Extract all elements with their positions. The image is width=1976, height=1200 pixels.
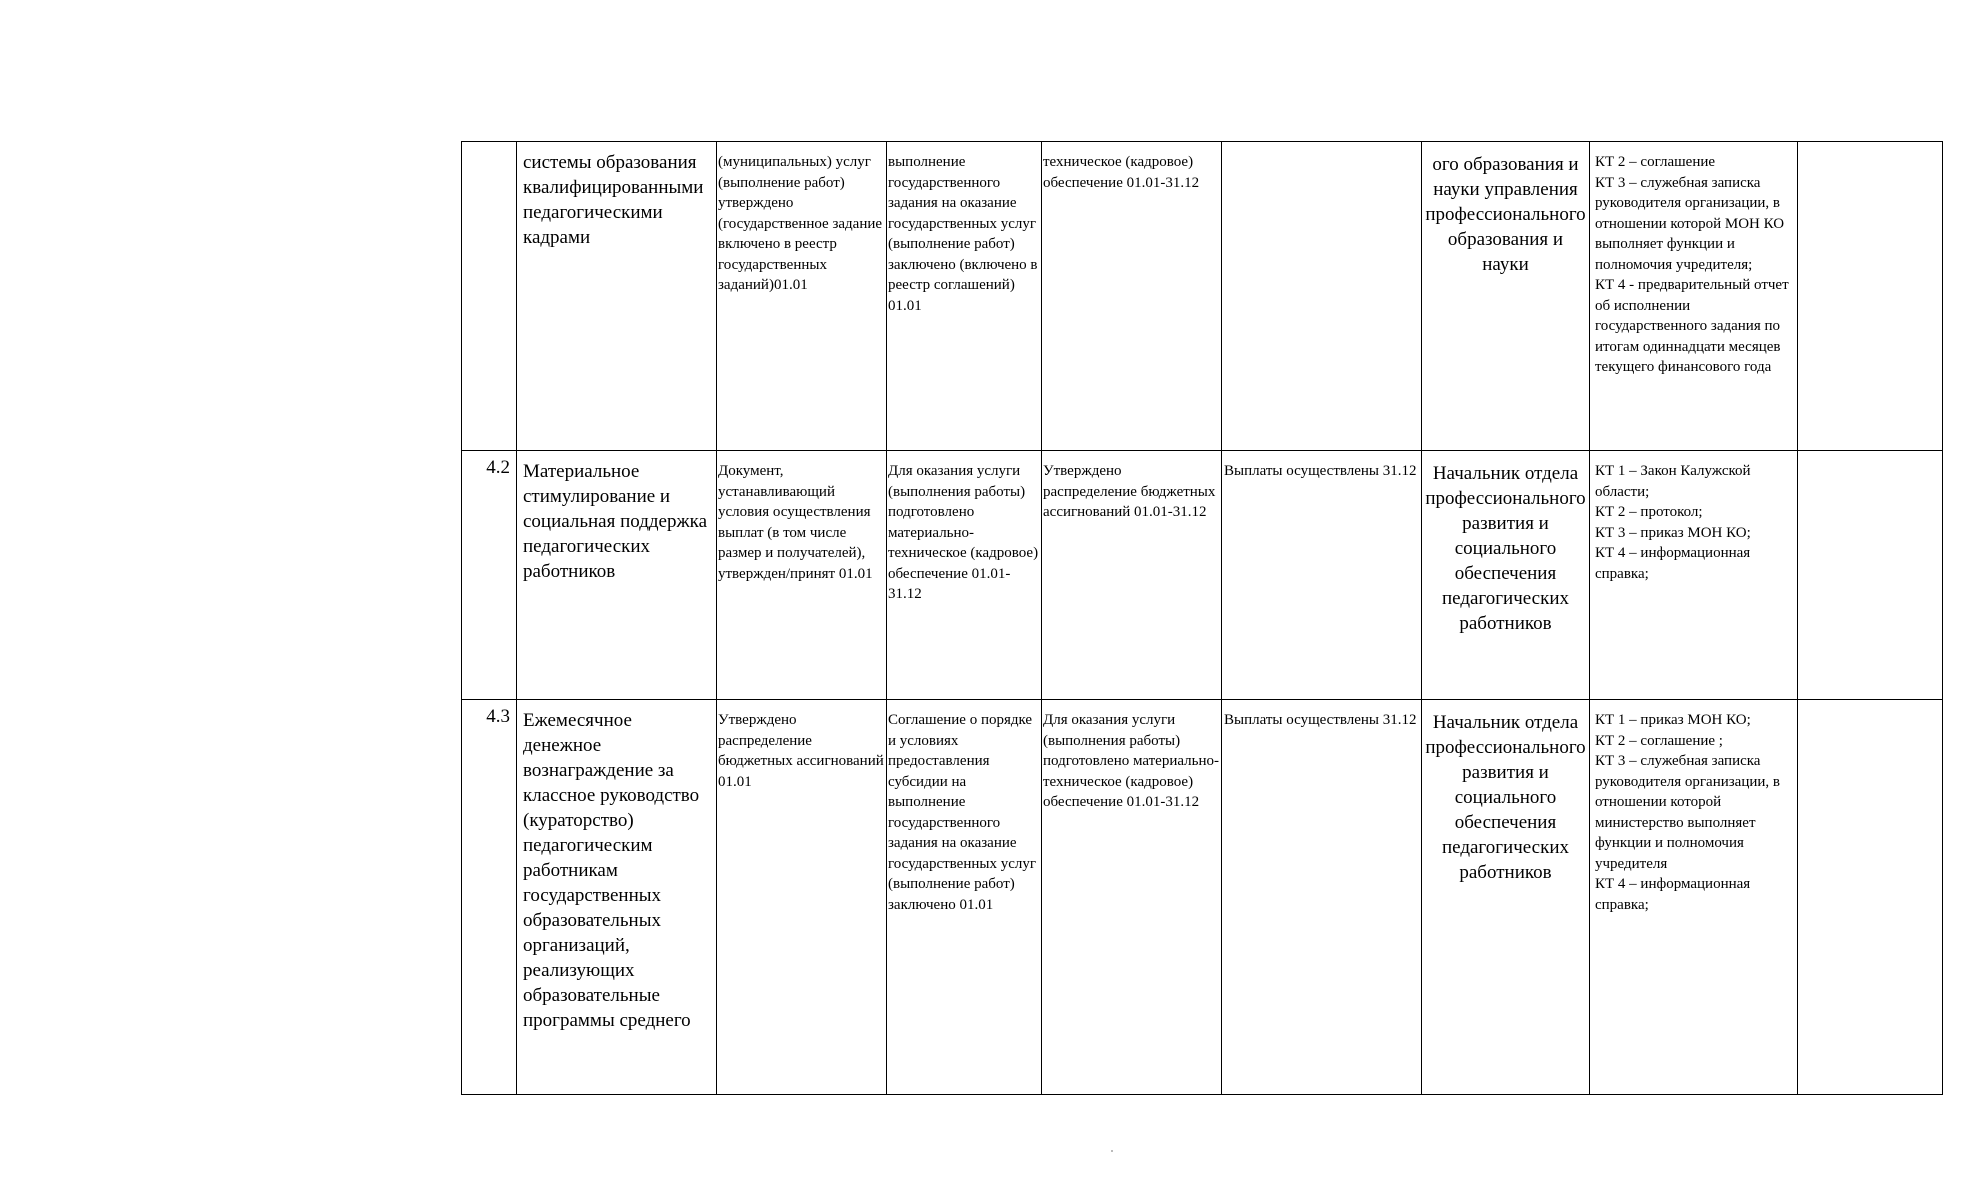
responsible-person: Начальник отдела профессионального развития и социального обеспечения педагогических работников [1422,700,1590,1095]
empty-cell [1798,451,1943,700]
kt-item: КТ 2 – протокол; [1595,504,1703,520]
control-point-3: техническое (кадровое) обеспечение 01.01-31.12 [1042,142,1222,451]
control-point-1: Документ, устанавливающий условия осуществления выплат (в том числе размер и получателей), утвержден/принят 01.01 [717,451,887,700]
row-number: 4.2 [462,451,517,700]
kt-item: КТ 4 – информационная справка; [1595,545,1751,582]
table-row [462,142,1943,451]
event-name: Материальное стимулирование и социальная поддержка педагогических работников [517,451,717,700]
kt-item: КТ 2 – соглашение ; [1595,732,1723,749]
control-documents [1590,700,1798,1095]
control-documents [1590,451,1798,700]
kt-item: КТ 3 – приказ МОН КО; [1595,524,1751,541]
document-table [461,141,1943,1095]
kt-item: КТ 2 – соглашение [1595,154,1716,170]
control-point-2: выполнение государственного задания на оказание государственных услуг (выполнение работ) заключено (включено в реестр соглашений) 01.01 [887,142,1042,451]
table-row [462,451,1943,700]
kt-item: КТ 4 - предварительный отчет об исполнении государственного задания по итогам одиннадцати месяцев текущего финансового года [1595,277,1789,375]
table-row [462,700,1943,1095]
responsible-person: Начальник отдела профессионального развития и социального обеспечения педагогических работников [1422,451,1590,700]
control-point-4: Выплаты осуществлены 31.12 [1222,451,1422,700]
responsible-person: ого образования и науки управления профессионального образования и науки [1422,142,1590,451]
kt-item: КТ 1 – приказ МОН КО; [1595,712,1751,728]
empty-cell [1798,700,1943,1095]
row-number [462,142,517,451]
control-point-1: Утверждено распределение бюджетных ассигнований 01.01 [717,700,887,1095]
empty-cell [1798,142,1943,451]
scan-speck [1111,1150,1113,1152]
control-point-3: Утверждено распределение бюджетных ассигнований 01.01-31.12 [1042,451,1222,700]
control-point-2: Соглашение о порядке и условиях предоставления субсидии на выполнение государственного задания на оказание государственных услуг (выполнение работ) заключено 01.01 [887,700,1042,1095]
control-point-4 [1222,142,1422,451]
kt-item: КТ 1 – Закон Калужской области; [1595,463,1751,500]
event-name: Ежемесячное денежное вознаграждение за классное руководство (кураторство) педагогическим работникам государственных образовательных организаций, реализующих образовательные программы среднего [517,700,717,1095]
row-number: 4.3 [462,700,517,1095]
control-point-2: Для оказания услуги (выполнения работы) подготовлено материально-техническое (кадровое) обеспечение 01.01-31.12 [887,451,1042,700]
event-name: системы образования квалифицированными педагогическими кадрами [517,142,717,451]
control-documents [1590,142,1798,451]
control-point-4: Выплаты осуществлены 31.12 [1222,700,1422,1095]
kt-item: КТ 4 – информационная справка; [1595,876,1751,913]
control-point-3: Для оказания услуги (выполнения работы) подготовлено материально-техническое (кадровое) обеспечение 01.01-31.12 [1042,700,1222,1095]
control-point-1: (муниципальных) услуг (выполнение работ) утверждено (государственное задание включено в реестр государственных заданий)01.01 [717,142,887,451]
kt-item: КТ 3 – служебная записка руководителя организации, в отношении которой МОН КО выполняет функции и полномочия учредителя; [1595,174,1785,273]
kt-item: КТ 3 – служебная записка руководителя организации, в отношении которой министерство выполняет функции и полномочия учредителя [1595,753,1780,872]
